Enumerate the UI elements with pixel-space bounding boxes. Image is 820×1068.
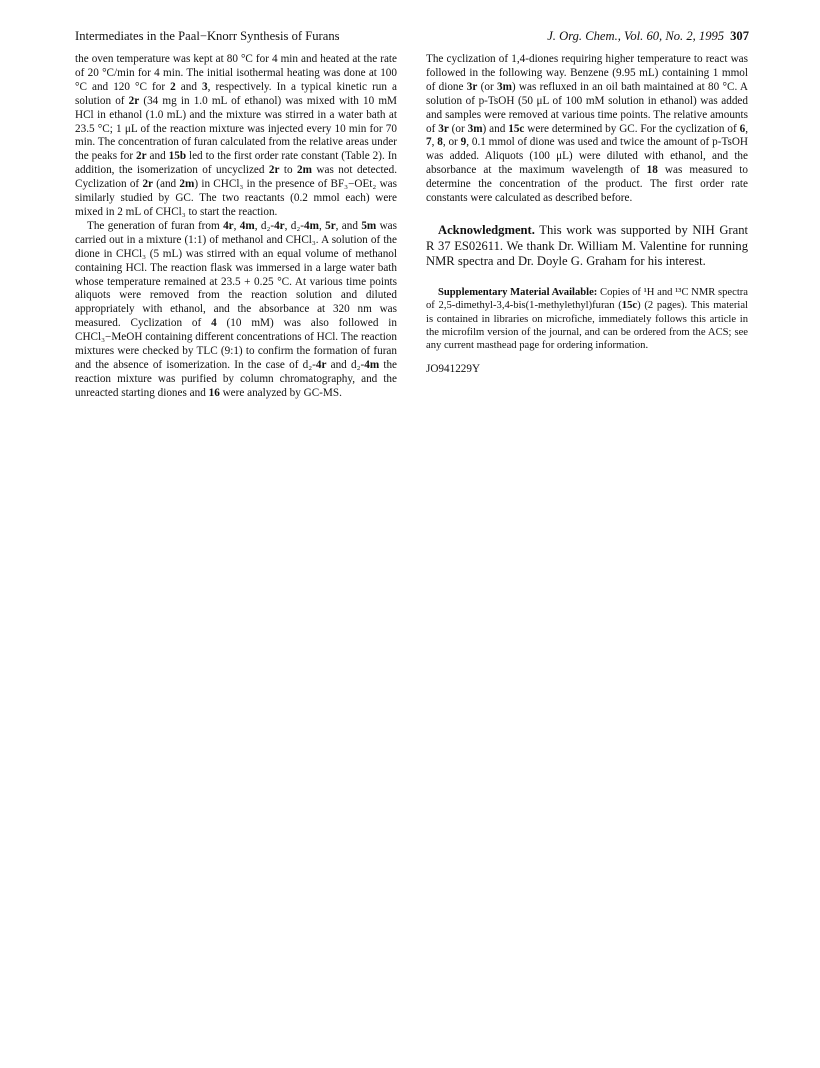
text-run: , (233, 219, 240, 232)
bold-run: 3 (202, 80, 208, 93)
journal-name: J. Org. Chem., Vol. 60, No. 2, 1995 (547, 29, 725, 43)
text-run: (34 mg in 1.0 mL of ethanol) was mixed with 10 mM HCl in ethanol (1.0 mL) and the mixture was stirred in a water bath at 23.5 °C; 1 μL of the reaction mixture was injected every 10 min for 70 min. The concentration of furan calculated from the relative areas under the peaks for (75, 94, 397, 163)
text-run: (or (448, 122, 468, 135)
bold-run: 4r (274, 219, 285, 232)
text-run: , and (335, 219, 362, 232)
bold-run: 3m (496, 80, 512, 93)
bold-run: 2r (128, 94, 140, 107)
text-run: and (175, 80, 203, 93)
text-run: ) was refluxed in an oil bath maintained at 80 °C. A solution of p-TsOH (50 μL of 100 mM solution in ethanol) was added and samples were removed at various time points. The relative amounts of (426, 80, 748, 135)
text-run: ) (2 pages). This material is contained in libraries on microfiche, immediately follows this article in the microfilm version of the journal, and can be ordered from the ACS; see any current masthead page for ordering information. (426, 300, 748, 352)
text-run: , (745, 122, 748, 135)
text-run: ) in CHCl₃ in the presence of BF₃−OEt₂ was similarly studied by GC. The two reactants (0.2 mmol each) were mixed in 2 mL of CHCl₃ to start the reaction. (75, 178, 397, 218)
bold-run: 15b (168, 150, 187, 163)
text-run: was measured to determine the concentration of the product. The first order rate constants were calculated as described before. (426, 164, 749, 205)
text-run: was not detected. Cyclization of (75, 164, 398, 191)
bold-run: Supplementary Material Available: (438, 286, 598, 298)
document-id: JO941229Y (426, 362, 481, 375)
paragraph-furan-generation (75, 220, 397, 401)
text-run: to (279, 164, 298, 177)
text-run: Copies of ¹H and ¹³C NMR spectra of 2,5-dimethyl-3,4-bis(1-methylethyl)furan ( (426, 286, 748, 312)
text-run: , d₂- (254, 219, 275, 232)
right-column (426, 53, 748, 377)
bold-run: 3m (467, 122, 483, 135)
bold-run: 5r (325, 219, 336, 232)
text-run: the reaction mixture was purified by column chromatography, and the unreacted starting diones and (75, 358, 398, 399)
bold-run: 2r (268, 164, 280, 177)
bold-run: 3r (438, 122, 449, 135)
bold-run: 4m (364, 358, 380, 371)
bold-run: 3r (466, 80, 478, 93)
text-run: , (318, 219, 326, 232)
bold-run: 4m (239, 219, 255, 232)
acknowledgment-text: This work was supported by NIH Grant R 37 ES02611. We thank Dr. William M. Valentine for running NMR spectra and Dr. Doyle G. Graham for his interest. (426, 222, 748, 269)
text-run: (10 mM) was also followed in CHCl₃−MeOH containing different concentrations of HCl. The reaction mixtures were checked by TLC (9:1) to confirm the formation of furan and the absence of isomerization. In the case of d₂- (75, 317, 397, 371)
text-run: and d₂- (326, 358, 365, 371)
bold-run: 2m (297, 164, 312, 177)
bold-run: 15c (508, 122, 525, 135)
bold-run: 2r (136, 150, 147, 163)
text-run: were analyzed by GC-MS. (219, 386, 342, 399)
bold-run: 15c (621, 300, 638, 312)
page-number: 307 (730, 29, 749, 43)
bold-run: 4r (223, 219, 234, 232)
paragraph-high-temp-cyclization (426, 53, 748, 206)
text-run: The cyclization of 1,4-diones requiring higher temperature to react was followed in the following way. Benzene (9.95 mL) containing 1 mmol of dione (426, 53, 748, 93)
bold-run: 8 (437, 136, 443, 149)
acknowledgment (426, 223, 748, 270)
text-run: were determined by GC. For the cyclization of (524, 122, 740, 135)
bold-run: 5m (361, 219, 377, 232)
text-run: , 0.1 mmol of dione was used and twice the amount of p-TsOH was added. Aliquots (100 μL) were diluted with ethanol, and the absorbance at the maximum wavelength of (426, 136, 749, 177)
paragraph-gc-kinetics (75, 53, 397, 220)
text-run: (or (477, 80, 497, 93)
text-run: was carried out in a mixture (1:1) of methanol and CHCl₃. A solution of the dione in CHCl₃ (5 mL) was stirred with an equal volume of methanol containing HCl. The reaction flask was immersed in a large water bath whose temperature remained at 23.5 + 0.25 °C. At various time points aliquots were removed from the reaction solution and diluted appropriately with ethanol, and the absorbance at 320 nm was measured. Cyclization of (75, 219, 398, 330)
text-run: ) and (482, 122, 509, 135)
running-title: Intermediates in the Paal−Knorr Synthesis of Furans (75, 29, 340, 43)
text-run: , respectively. In a typical kinetic run a solution of (75, 80, 398, 107)
bold-run: 7 (426, 136, 432, 149)
journal-citation (547, 27, 749, 45)
bold-run: 16 (208, 386, 220, 399)
bold-run: 6 (739, 122, 746, 135)
bold-run: 2r (142, 178, 153, 191)
text-run: (and (153, 178, 180, 191)
text-run: , (431, 136, 438, 149)
text-run: and (146, 150, 169, 163)
bold-run: 9 (460, 136, 467, 149)
bold-run: 4 (211, 317, 217, 330)
text-run: the oven temperature was kept at 80 °C for 4 min and heated at the rate of 20 °C/min for 4 min. The initial isothermal heating was done at 100 °C and 120 °C for (75, 53, 397, 93)
text-run: The generation of furan from (87, 219, 224, 232)
acknowledgment-heading: Acknowledgment. (438, 222, 535, 237)
supplementary-material (426, 286, 748, 353)
bold-run: 2m (179, 178, 195, 191)
bold-run: 18 (646, 164, 658, 177)
bold-run: 2 (170, 80, 176, 93)
left-column (75, 53, 397, 401)
running-header (75, 27, 749, 45)
text-run: , d₂- (284, 219, 305, 232)
text-run: , or (442, 136, 461, 149)
bold-run: 4m (304, 219, 319, 232)
text-run: led to the first order rate constant (Table 2). In addition, the isomerization of uncyclized (75, 150, 398, 177)
bold-run: 4r (315, 358, 327, 371)
